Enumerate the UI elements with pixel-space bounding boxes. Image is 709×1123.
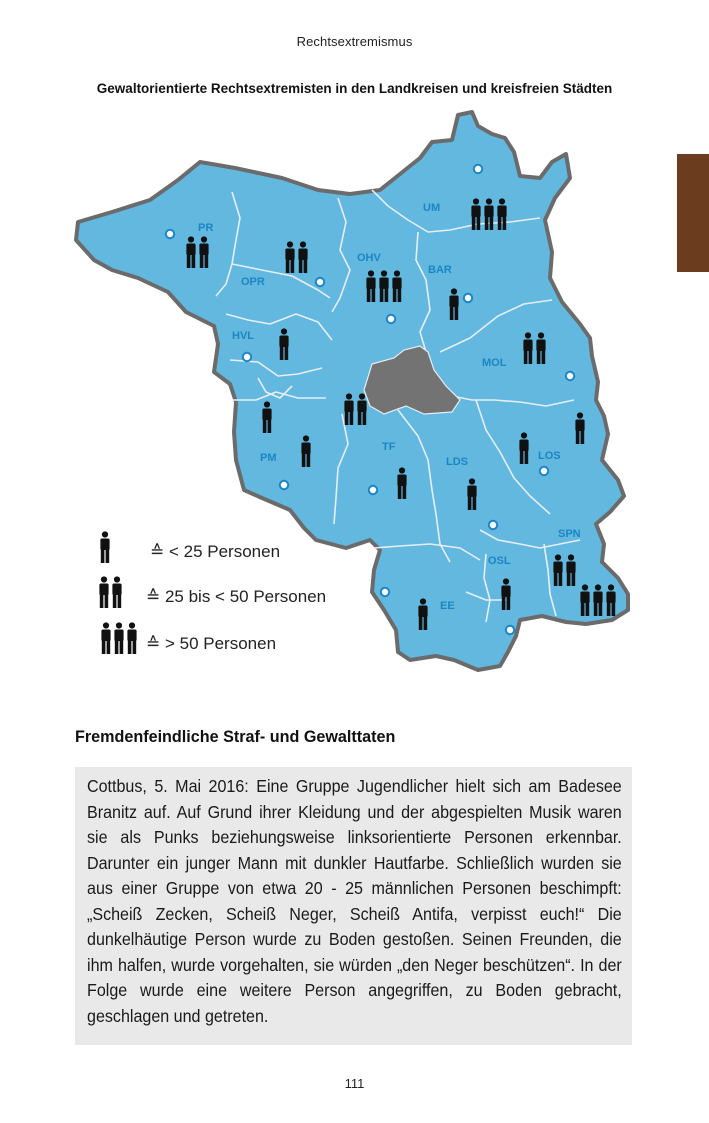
- legend-icon-2: [99, 576, 121, 608]
- district-label-los: LOS: [538, 450, 561, 462]
- city-marker-icon: [243, 353, 251, 361]
- person-icon: [114, 622, 123, 654]
- case-report-text: Cottbus, 5. Mai 2016: Eine Gruppe Jugendlicher hielt sich am Badesee Branitz auf. Auf Grund ihrer Kleidung und der abgespielten Musik waren sie als Punks beziehungsweise linksorientierte Personen erkennbar. Darunter ein junger Mann mit dunkler Hautfarbe. Schließlich wurden sie aus einer Gruppe von etwa 20 - 25 männlichen Personen beschimpft: „Scheiß Zecken, Scheiß Neger, Scheiß Antifa, verpisst euch!“ Die dunkelhäutige Person wurde zu Boden gestoßen. Seinen Freunden, die ihm halfen, wurde vorgehalten, sie würden „den Neger beschützen“. In der Folge wurde eine weitere Person angegriffen, zu Boden gebracht, geschlagen und getreten.: [87, 776, 622, 1026]
- city-marker-icon: [464, 294, 472, 302]
- district-label-tf: TF: [382, 441, 396, 453]
- city-marker-icon: [316, 278, 324, 286]
- city-marker-icon: [474, 165, 482, 173]
- city-marker-icon: [387, 315, 395, 323]
- district-label-osl: OSL: [488, 555, 511, 567]
- district-label-hvl: HVL: [232, 330, 254, 342]
- running-head: Rechtsextremismus: [296, 34, 413, 49]
- district-label-bar: BAR: [428, 264, 452, 276]
- district-label-um: UM: [423, 202, 441, 214]
- district-map: [0, 100, 709, 700]
- case-report-box: [75, 767, 632, 1045]
- city-marker-icon: [280, 481, 288, 489]
- person-icon: [112, 576, 121, 608]
- legend-label-2: ≙ 25 bis < 50 Personen: [146, 587, 327, 606]
- person-icon: [101, 622, 110, 654]
- person-icon: [100, 531, 109, 563]
- legend-label-3: ≙ > 50 Personen: [146, 634, 277, 653]
- person-icon: [99, 576, 108, 608]
- district-label-mol: MOL: [482, 357, 507, 369]
- district-label-opr: OPR: [241, 276, 265, 288]
- district-label-spn: SPN: [558, 528, 581, 540]
- city-marker-icon: [381, 588, 389, 596]
- district-label-pr: PR: [198, 222, 214, 234]
- district-label-pm: PM: [260, 452, 277, 464]
- map-legend: [99, 531, 326, 654]
- city-marker-icon: [166, 230, 174, 238]
- legend-icon-1: [100, 531, 109, 563]
- city-marker-icon: [369, 486, 377, 494]
- district-label-ohv: OHV: [357, 252, 381, 264]
- map-title: Gewaltorientierte Rechtsextremisten in den Landkreisen und kreisfreien Städten: [96, 81, 613, 96]
- city-marker-icon: [566, 372, 574, 380]
- legend-icon-3: [101, 622, 136, 654]
- district-label-ee: EE: [440, 600, 455, 612]
- person-icon: [127, 622, 136, 654]
- district-label-lds: LDS: [446, 456, 468, 468]
- section-heading: Fremdenfeindliche Straf- und Gewalttaten: [75, 727, 396, 746]
- legend-label-1: ≙ < 25 Personen: [150, 542, 281, 561]
- city-marker-icon: [506, 626, 514, 634]
- page-number: 111: [344, 1076, 365, 1091]
- city-marker-icon: [540, 467, 548, 475]
- city-marker-icon: [489, 521, 497, 529]
